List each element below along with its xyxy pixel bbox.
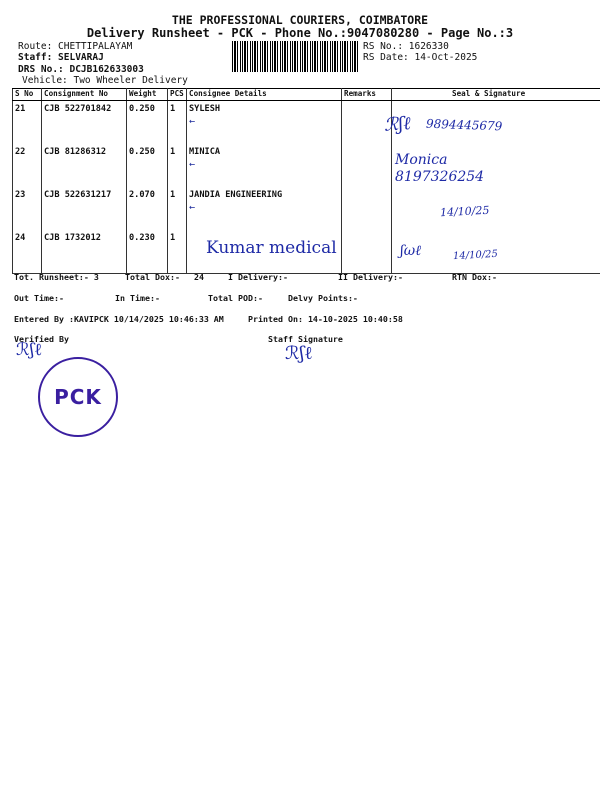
- cell-weight: 0.230: [127, 230, 168, 274]
- consignee-name: JANDIA ENGINEERING: [189, 190, 283, 200]
- rtn-dox: RTN Dox:-: [452, 272, 497, 282]
- cell-consignee: [187, 144, 342, 187]
- verified-by-label: Verified By: [14, 334, 69, 344]
- table-row: [13, 101, 600, 145]
- cell-consignment: CJB 522631217: [42, 187, 127, 230]
- verified-signature-scribble: ℛʃℓ: [16, 340, 43, 360]
- col-pcs: PCS: [168, 89, 187, 101]
- handwriting-signature-scribble: ℛʃℓ: [383, 113, 412, 136]
- consignee-name: SYLESH: [189, 104, 221, 114]
- arrow-mark: ←: [189, 202, 196, 213]
- table-row: [13, 187, 600, 230]
- ii-delivery: II Delivery:-: [338, 272, 403, 282]
- cell-weight: 0.250: [127, 144, 168, 187]
- handwriting-signature-scribble: ʃωℓ: [400, 243, 422, 259]
- in-time: In Time:-: [115, 293, 160, 303]
- cell-consignee: [187, 101, 342, 145]
- handwriting-date: 14/10/25: [452, 248, 499, 263]
- cell-consignment: CJB 81286312: [42, 144, 127, 187]
- total-dox-label: Total Dox:-: [125, 272, 180, 282]
- company-title: THE PROFESSIONAL COURIERS, COIMBATORE: [171, 13, 429, 27]
- handwriting-kumar-medical: Kumar medical: [206, 238, 337, 258]
- staff-signature-scribble: ℛʃℓ: [285, 343, 313, 364]
- cell-pcs: 1: [168, 101, 187, 145]
- consignee-name: MINICA: [189, 147, 221, 157]
- handwriting-name-phone: Monica 8197326254: [395, 152, 485, 185]
- cell-pcs: 1: [168, 187, 187, 230]
- entered-by: Entered By :KAVIPCK 10/14/2025 10:46:33 AM: [14, 314, 224, 324]
- vehicle: Vehicle: Two Wheeler Delivery: [22, 75, 188, 86]
- staff: Staff: SELVARAJ: [18, 52, 104, 63]
- arrow-mark: ←: [189, 116, 196, 127]
- cell-consignee: [187, 187, 342, 230]
- cell-signature: [392, 187, 600, 230]
- cell-sno: 21: [13, 101, 42, 145]
- staff-signature-label: Staff Signature: [268, 334, 343, 344]
- cell-remarks: [342, 230, 392, 274]
- rs-date: RS Date: 14-Oct-2025: [363, 52, 478, 63]
- cell-remarks: [342, 144, 392, 187]
- out-time: Out Time:-: [14, 293, 64, 303]
- cell-weight: 0.250: [127, 101, 168, 145]
- cell-consignment: CJB 1732012: [42, 230, 127, 274]
- cell-pcs: 1: [168, 144, 187, 187]
- delvy-points: Delvy Points:-: [288, 293, 358, 303]
- cell-weight: 2.070: [127, 187, 168, 230]
- total-pod: Total POD:-: [208, 293, 263, 303]
- col-consignment: Consignment No: [42, 89, 127, 101]
- table-header-row: [13, 89, 600, 101]
- printed-on: Printed On: 14-10-2025 10:40:58: [248, 314, 403, 324]
- handwriting-phone: 9894445679: [425, 116, 503, 134]
- runsheet-subtitle: Delivery Runsheet - PCK - Phone No.:9047080280 - Page No.:3: [86, 26, 514, 40]
- drs-no: DRS No.: DCJB162633003: [18, 64, 144, 75]
- cell-remarks: [342, 187, 392, 230]
- cell-sno: 24: [13, 230, 42, 274]
- total-dox-value: 24: [194, 272, 204, 282]
- cell-sno: 22: [13, 144, 42, 187]
- route: Route: CHETTIPALAYAM: [18, 41, 133, 52]
- i-delivery: I Delivery:-: [228, 272, 288, 282]
- cell-sno: 23: [13, 187, 42, 230]
- arrow-mark: ←: [189, 159, 196, 170]
- rs-no: RS No.: 1626330: [363, 41, 449, 52]
- handwriting-date: 14/10/25: [439, 203, 490, 220]
- cell-consignment: CJB 522701842: [42, 101, 127, 145]
- col-weight: Weight: [127, 89, 168, 101]
- tot-runsheet: Tot. Runsheet:- 3: [14, 272, 99, 282]
- col-consignee: Consignee Details: [187, 89, 342, 101]
- cell-pcs: 1: [168, 230, 187, 274]
- col-remarks: Remarks: [342, 89, 392, 101]
- barcode: [232, 41, 358, 72]
- col-sno: S No: [13, 89, 42, 101]
- pck-stamp: PCK: [38, 357, 118, 437]
- col-signature: Seal & Signature: [392, 89, 600, 101]
